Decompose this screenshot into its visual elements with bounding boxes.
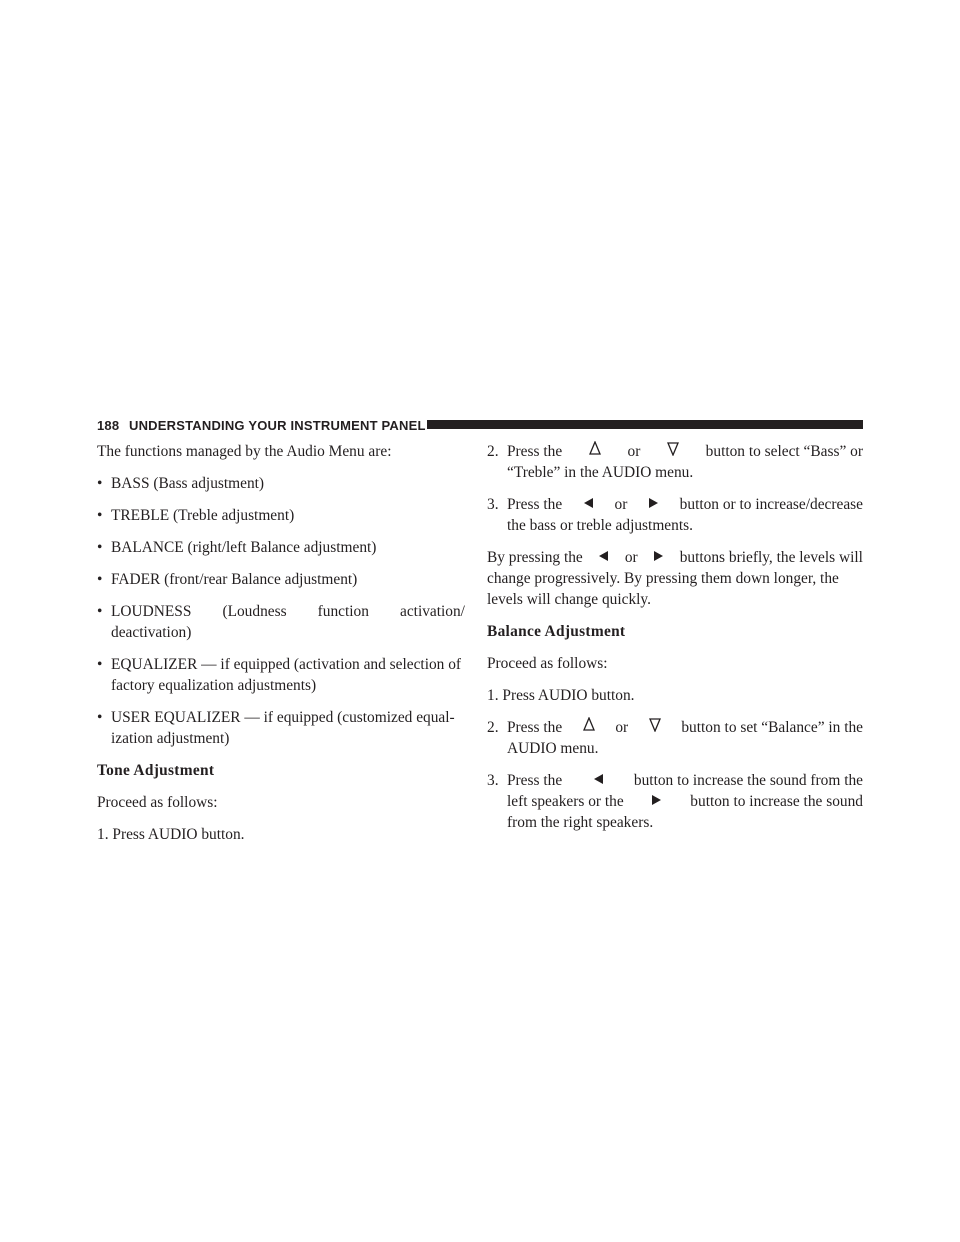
list-item: • TREBLE (Treble adjustment) bbox=[97, 507, 295, 524]
bullet-icon: • bbox=[97, 709, 103, 726]
bullet-icon: • bbox=[97, 507, 103, 524]
page-number: 188 bbox=[97, 418, 120, 433]
list-item: • BASS (Bass adjustment) bbox=[97, 475, 265, 492]
bullet-icon: • bbox=[97, 539, 103, 556]
balance-step-3: 3. Press the button to increase the sound from the left speakers or the button to increase the sound from the right speakers. bbox=[487, 772, 863, 831]
list-item: • BALANCE (right/left Balance adjustment) bbox=[97, 539, 377, 556]
list-item-loudness: • LOUDNESS (Loudness function activation/ deactivation) bbox=[97, 603, 465, 641]
balance-adjustment-heading: Balance Adjustment bbox=[487, 623, 626, 640]
bullet-icon: • bbox=[97, 475, 103, 492]
down-triangle-outline-icon bbox=[667, 441, 679, 456]
balance-step-2: 2. Press the or button to set “Balance” in the AUDIO menu. bbox=[487, 719, 863, 757]
list-item: • FADER (front/rear Balance adjustment) bbox=[97, 571, 358, 588]
intro-text: The functions managed by the Audio Menu are: bbox=[97, 443, 392, 460]
tone-step-3: 3. Press the or button or to increase/decrease the bass or treble adjustments. bbox=[487, 496, 863, 534]
up-triangle-outline-icon bbox=[589, 441, 601, 456]
down-triangle-outline-icon bbox=[649, 717, 661, 732]
right-column bbox=[487, 441, 863, 844]
left-column bbox=[97, 441, 465, 856]
section-title: UNDERSTANDING YOUR INSTRUMENT PANEL bbox=[129, 418, 426, 433]
list-item: • USER EQUALIZER — if equipped (customized equal-ization adjustment) bbox=[97, 709, 455, 747]
right-arrow-solid-icon bbox=[653, 550, 664, 562]
tone-adjustment-heading: Tone Adjustment bbox=[97, 762, 215, 779]
proceed-text: Proceed as follows: bbox=[97, 794, 218, 811]
proceed-text: Proceed as follows: bbox=[487, 655, 608, 672]
left-arrow-solid-icon bbox=[598, 550, 609, 562]
bullet-icon: • bbox=[97, 603, 103, 620]
balance-step-1: 1. Press AUDIO button. bbox=[487, 687, 635, 704]
left-arrow-solid-icon bbox=[593, 773, 604, 785]
page-header bbox=[97, 418, 863, 434]
up-triangle-outline-icon bbox=[583, 717, 595, 732]
pressing-paragraph: By pressing the or buttons briefly, the levels will change progressively. By pressing them down longer, the levels will change quickly. bbox=[487, 549, 863, 608]
tone-step-2: 2. Press the or button to select “Bass” or “Treble” in the AUDIO menu. bbox=[487, 443, 863, 481]
left-arrow-solid-icon bbox=[583, 497, 594, 509]
bullet-icon: • bbox=[97, 571, 103, 588]
header-rule bbox=[427, 420, 863, 429]
list-item: • EQUALIZER — if equipped (activation and selection of factory equalization adjustments) bbox=[97, 656, 462, 694]
right-arrow-solid-icon bbox=[648, 497, 659, 509]
right-arrow-solid-icon bbox=[651, 794, 662, 806]
tone-step-1: 1. Press AUDIO button. bbox=[97, 826, 245, 843]
bullet-icon: • bbox=[97, 656, 103, 673]
